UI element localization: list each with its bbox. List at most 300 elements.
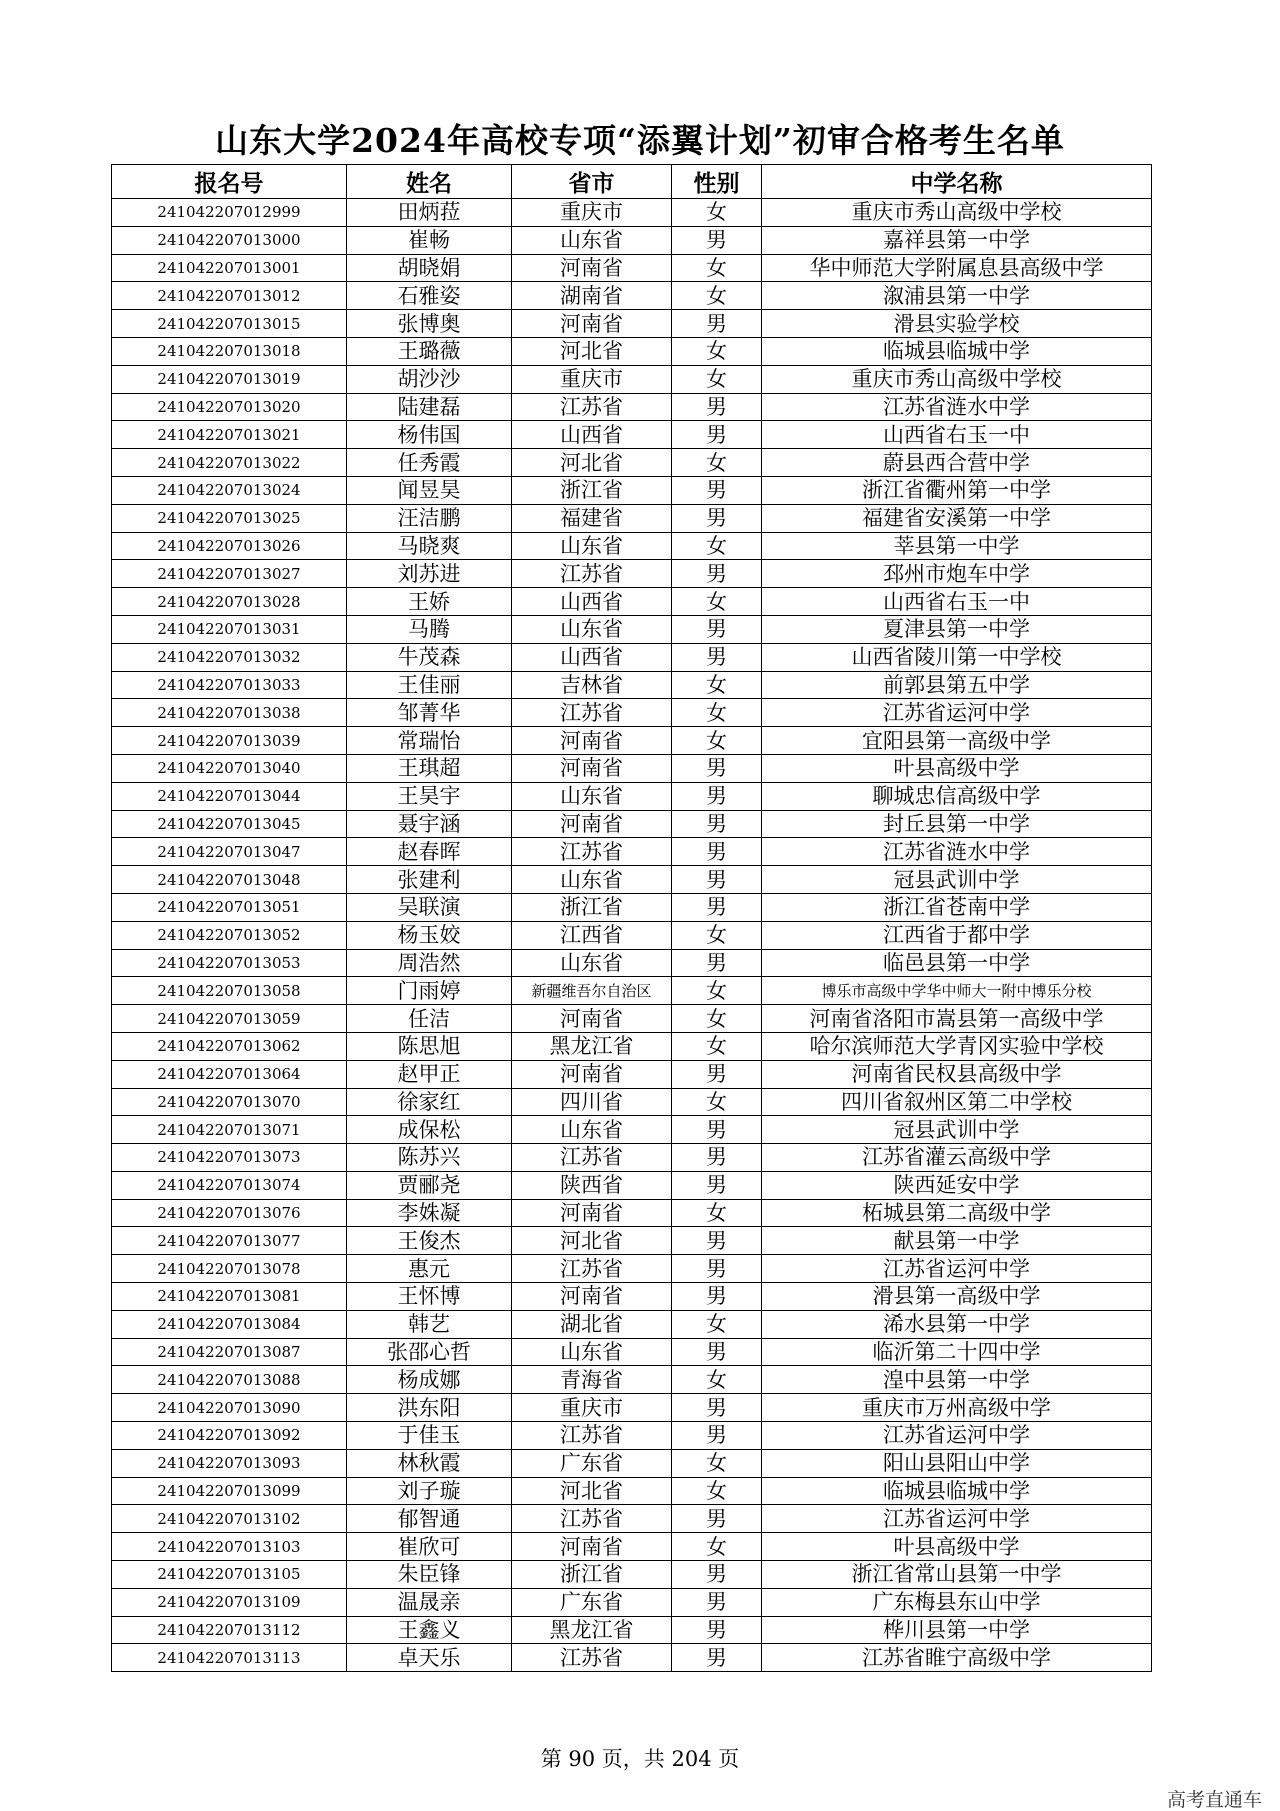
name-cell: 门雨婷 [347, 977, 512, 1005]
table-row [112, 727, 1152, 755]
table-row [112, 1227, 1152, 1255]
province-cell: 山西省 [512, 421, 672, 449]
table-row [112, 282, 1152, 310]
registration-no-cell: 241042207013087 [112, 1338, 347, 1366]
school-cell: 重庆市秀山高级中学校 [762, 365, 1152, 393]
school-cell: 重庆市秀山高级中学校 [762, 199, 1152, 227]
registration-no-cell: 241042207013045 [112, 810, 347, 838]
name-cell: 任洁 [347, 1005, 512, 1033]
province-cell: 山东省 [512, 615, 672, 643]
province-cell: 吉林省 [512, 671, 672, 699]
table-row [112, 1199, 1152, 1227]
province-cell: 山东省 [512, 949, 672, 977]
name-cell: 王怀博 [347, 1283, 512, 1311]
name-cell: 邹菁华 [347, 699, 512, 727]
school-cell: 莘县第一中学 [762, 532, 1152, 560]
school-cell: 聊城忠信高级中学 [762, 782, 1152, 810]
gender-cell: 女 [672, 1449, 762, 1477]
province-cell: 山东省 [512, 532, 672, 560]
table-row [112, 1422, 1152, 1450]
table-row [112, 1338, 1152, 1366]
gender-cell: 女 [672, 1032, 762, 1060]
table-row [112, 1032, 1152, 1060]
registration-no-cell: 241042207013077 [112, 1227, 347, 1255]
name-cell: 杨成娜 [347, 1366, 512, 1394]
col-header-province: 省市 [512, 165, 672, 199]
table-row [112, 588, 1152, 616]
province-cell: 江苏省 [512, 1422, 672, 1450]
province-cell: 湖北省 [512, 1310, 672, 1338]
school-cell: 江苏省运河中学 [762, 1505, 1152, 1533]
name-cell: 王娇 [347, 588, 512, 616]
table-row [112, 1588, 1152, 1616]
gender-cell: 男 [672, 1422, 762, 1450]
school-cell: 蔚县西合营中学 [762, 449, 1152, 477]
school-cell: 江苏省涟水中学 [762, 838, 1152, 866]
gender-cell: 男 [672, 643, 762, 671]
name-cell: 于佳玉 [347, 1422, 512, 1450]
gender-cell: 女 [672, 1366, 762, 1394]
registration-no-cell: 241042207013000 [112, 226, 347, 254]
registration-no-cell: 241042207013028 [112, 588, 347, 616]
table-row [112, 810, 1152, 838]
province-cell: 河南省 [512, 1533, 672, 1561]
name-cell: 李姝凝 [347, 1199, 512, 1227]
registration-no-cell: 241042207013047 [112, 838, 347, 866]
gender-cell: 女 [672, 977, 762, 1005]
table-row [112, 838, 1152, 866]
registration-no-cell: 241042207013062 [112, 1032, 347, 1060]
name-cell: 王璐薇 [347, 337, 512, 365]
table-row [112, 1060, 1152, 1088]
gender-cell: 男 [672, 1338, 762, 1366]
table-row [112, 310, 1152, 338]
name-cell: 郁智通 [347, 1505, 512, 1533]
registration-no-cell: 241042207013092 [112, 1422, 347, 1450]
name-cell: 徐家红 [347, 1088, 512, 1116]
school-cell: 封丘县第一中学 [762, 810, 1152, 838]
gender-cell: 女 [672, 671, 762, 699]
table-row [112, 1255, 1152, 1283]
name-cell: 成保松 [347, 1116, 512, 1144]
name-cell: 陈苏兴 [347, 1144, 512, 1172]
name-cell: 林秋霞 [347, 1449, 512, 1477]
registration-no-cell: 241042207013022 [112, 449, 347, 477]
name-cell: 崔欣可 [347, 1533, 512, 1561]
name-cell: 赵甲正 [347, 1060, 512, 1088]
province-cell: 山东省 [512, 782, 672, 810]
school-cell: 福建省安溪第一中学 [762, 504, 1152, 532]
table-row [112, 699, 1152, 727]
school-cell: 宜阳县第一高级中学 [762, 727, 1152, 755]
registration-no-cell: 241042207013074 [112, 1171, 347, 1199]
gender-cell: 男 [672, 1588, 762, 1616]
gender-cell: 女 [672, 1088, 762, 1116]
registration-no-cell: 241042207013048 [112, 866, 347, 894]
province-cell: 山西省 [512, 588, 672, 616]
registration-no-cell: 241042207013109 [112, 1588, 347, 1616]
registration-no-cell: 241042207013018 [112, 337, 347, 365]
page-number: 第 90 页，共 204 页 [540, 1747, 740, 1771]
table-row [112, 504, 1152, 532]
name-cell: 赵春晖 [347, 838, 512, 866]
gender-cell: 男 [672, 1060, 762, 1088]
registration-no-cell: 241042207013112 [112, 1616, 347, 1644]
school-cell: 溆浦县第一中学 [762, 282, 1152, 310]
registration-no-cell: 241042207013102 [112, 1505, 347, 1533]
registration-no-cell: 241042207013044 [112, 782, 347, 810]
school-cell: 献县第一中学 [762, 1227, 1152, 1255]
name-cell: 王昊宇 [347, 782, 512, 810]
province-cell: 山东省 [512, 866, 672, 894]
school-cell: 前郭县第五中学 [762, 671, 1152, 699]
province-cell: 江苏省 [512, 699, 672, 727]
province-cell: 山东省 [512, 1116, 672, 1144]
school-cell: 浙江省衢州第一中学 [762, 476, 1152, 504]
province-cell: 广东省 [512, 1449, 672, 1477]
table-row [112, 421, 1152, 449]
gender-cell: 男 [672, 1394, 762, 1422]
province-cell: 山东省 [512, 226, 672, 254]
gender-cell: 女 [672, 588, 762, 616]
school-cell: 嘉祥县第一中学 [762, 226, 1152, 254]
table-row [112, 921, 1152, 949]
table-row [112, 1449, 1152, 1477]
table-row [112, 1005, 1152, 1033]
school-cell: 临城县临城中学 [762, 1477, 1152, 1505]
table-row [112, 1505, 1152, 1533]
gender-cell: 女 [672, 1477, 762, 1505]
gender-cell: 女 [672, 727, 762, 755]
school-cell: 冠县武训中学 [762, 1116, 1152, 1144]
registration-no-cell: 241042207013027 [112, 560, 347, 588]
gender-cell: 男 [672, 1116, 762, 1144]
registration-no-cell: 241042207013064 [112, 1060, 347, 1088]
school-cell: 邳州市炮车中学 [762, 560, 1152, 588]
province-cell: 河南省 [512, 1199, 672, 1227]
gender-cell: 女 [672, 1310, 762, 1338]
province-cell: 浙江省 [512, 476, 672, 504]
province-cell: 江西省 [512, 921, 672, 949]
school-cell: 江西省于都中学 [762, 921, 1152, 949]
province-cell: 江苏省 [512, 838, 672, 866]
table-row [112, 893, 1152, 921]
gender-cell: 男 [672, 1171, 762, 1199]
table-row [112, 476, 1152, 504]
registration-no-cell: 241042207013071 [112, 1116, 347, 1144]
name-cell: 胡沙沙 [347, 365, 512, 393]
province-cell: 福建省 [512, 504, 672, 532]
school-cell: 哈尔滨师范大学青冈实验中学校 [762, 1032, 1152, 1060]
name-cell: 常瑞怡 [347, 727, 512, 755]
school-cell: 广东梅县东山中学 [762, 1588, 1152, 1616]
school-cell: 江苏省涟水中学 [762, 393, 1152, 421]
registration-no-cell: 241042207013052 [112, 921, 347, 949]
school-cell: 临沂第二十四中学 [762, 1338, 1152, 1366]
name-cell: 朱臣锋 [347, 1561, 512, 1589]
table-row [112, 199, 1152, 227]
name-cell: 刘苏进 [347, 560, 512, 588]
gender-cell: 男 [672, 560, 762, 588]
name-cell: 汪洁鹏 [347, 504, 512, 532]
school-cell: 四川省叙州区第二中学校 [762, 1088, 1152, 1116]
province-cell: 河南省 [512, 727, 672, 755]
table-row [112, 949, 1152, 977]
registration-no-cell: 241042207013015 [112, 310, 347, 338]
school-cell: 柘城县第二高级中学 [762, 1199, 1152, 1227]
registration-no-cell: 241042207012999 [112, 199, 347, 227]
school-cell: 冠县武训中学 [762, 866, 1152, 894]
name-cell: 王鑫义 [347, 1616, 512, 1644]
table-row [112, 1171, 1152, 1199]
table-row [112, 1088, 1152, 1116]
province-cell: 河南省 [512, 754, 672, 782]
province-cell: 河南省 [512, 254, 672, 282]
name-cell: 胡晓娟 [347, 254, 512, 282]
name-cell: 韩艺 [347, 1310, 512, 1338]
table-row [112, 1477, 1152, 1505]
registration-no-cell: 241042207013033 [112, 671, 347, 699]
table-row [112, 1616, 1152, 1644]
school-cell: 江苏省灌云高级中学 [762, 1144, 1152, 1172]
col-header-registration-no: 报名号 [112, 165, 347, 199]
registration-no-cell: 241042207013053 [112, 949, 347, 977]
school-cell: 滑县第一高级中学 [762, 1283, 1152, 1311]
col-header-name: 姓名 [347, 165, 512, 199]
gender-cell: 男 [672, 1144, 762, 1172]
gender-cell: 女 [672, 1199, 762, 1227]
table-row [112, 1310, 1152, 1338]
table-row [112, 1144, 1152, 1172]
gender-cell: 女 [672, 699, 762, 727]
province-cell: 江苏省 [512, 560, 672, 588]
name-cell: 王俊杰 [347, 1227, 512, 1255]
school-cell: 叶县高级中学 [762, 1533, 1152, 1561]
province-cell: 河南省 [512, 810, 672, 838]
table-row [112, 226, 1152, 254]
gender-cell: 女 [672, 254, 762, 282]
name-cell: 温晟亲 [347, 1588, 512, 1616]
name-cell: 马腾 [347, 615, 512, 643]
col-header-gender: 性别 [672, 165, 762, 199]
registration-no-cell: 241042207013078 [112, 1255, 347, 1283]
table-row [112, 1116, 1152, 1144]
province-cell: 四川省 [512, 1088, 672, 1116]
registration-no-cell: 241042207013032 [112, 643, 347, 671]
school-cell: 重庆市万州高级中学 [762, 1394, 1152, 1422]
school-cell: 浙江省苍南中学 [762, 893, 1152, 921]
registration-no-cell: 241042207013039 [112, 727, 347, 755]
province-cell: 广东省 [512, 1588, 672, 1616]
registration-no-cell: 241042207013021 [112, 421, 347, 449]
registration-no-cell: 241042207013038 [112, 699, 347, 727]
registration-no-cell: 241042207013076 [112, 1199, 347, 1227]
table-row [112, 337, 1152, 365]
province-cell: 江苏省 [512, 1255, 672, 1283]
table-row [112, 1533, 1152, 1561]
province-cell: 湖南省 [512, 282, 672, 310]
school-cell: 河南省民权县高级中学 [762, 1060, 1152, 1088]
province-cell: 河南省 [512, 1005, 672, 1033]
registration-no-cell: 241042207013025 [112, 504, 347, 532]
table-row [112, 615, 1152, 643]
province-cell: 重庆市 [512, 1394, 672, 1422]
gender-cell: 男 [672, 782, 762, 810]
province-cell: 重庆市 [512, 365, 672, 393]
gender-cell: 女 [672, 1533, 762, 1561]
gender-cell: 男 [672, 226, 762, 254]
school-cell: 湟中县第一中学 [762, 1366, 1152, 1394]
province-cell: 山西省 [512, 643, 672, 671]
name-cell: 王琪超 [347, 754, 512, 782]
gender-cell: 女 [672, 1005, 762, 1033]
name-cell: 洪东阳 [347, 1394, 512, 1422]
province-cell: 山东省 [512, 1338, 672, 1366]
province-cell: 浙江省 [512, 1561, 672, 1589]
name-cell: 闻昱昊 [347, 476, 512, 504]
table-row [112, 782, 1152, 810]
gender-cell: 男 [672, 1561, 762, 1589]
gender-cell: 男 [672, 949, 762, 977]
registration-no-cell: 241042207013099 [112, 1477, 347, 1505]
name-cell: 牛茂森 [347, 643, 512, 671]
registration-no-cell: 241042207013026 [112, 532, 347, 560]
name-cell: 田炳菈 [347, 199, 512, 227]
gender-cell: 女 [672, 365, 762, 393]
gender-cell: 女 [672, 199, 762, 227]
name-cell: 崔畅 [347, 226, 512, 254]
school-cell: 山西省右玉一中 [762, 588, 1152, 616]
table-row [112, 1644, 1152, 1672]
gender-cell: 女 [672, 921, 762, 949]
gender-cell: 男 [672, 615, 762, 643]
gender-cell: 男 [672, 754, 762, 782]
gender-cell: 男 [672, 476, 762, 504]
province-cell: 江苏省 [512, 1505, 672, 1533]
registration-no-cell: 241042207013081 [112, 1283, 347, 1311]
gender-cell: 男 [672, 893, 762, 921]
registration-no-cell: 241042207013105 [112, 1561, 347, 1589]
name-cell: 任秀霞 [347, 449, 512, 477]
school-cell: 河南省洛阳市嵩县第一高级中学 [762, 1005, 1152, 1033]
gender-cell: 男 [672, 1227, 762, 1255]
gender-cell: 男 [672, 1505, 762, 1533]
table-row [112, 449, 1152, 477]
province-cell: 河北省 [512, 1477, 672, 1505]
gender-cell: 男 [672, 421, 762, 449]
table-row [112, 560, 1152, 588]
name-cell: 张建利 [347, 866, 512, 894]
registration-no-cell: 241042207013090 [112, 1394, 347, 1422]
province-cell: 江苏省 [512, 1644, 672, 1672]
registration-no-cell: 241042207013073 [112, 1144, 347, 1172]
school-cell: 夏津县第一中学 [762, 615, 1152, 643]
col-header-school: 中学名称 [762, 165, 1152, 199]
registration-no-cell: 241042207013001 [112, 254, 347, 282]
province-cell: 黑龙江省 [512, 1032, 672, 1060]
name-cell: 陆建磊 [347, 393, 512, 421]
watermark: 高考直通车 [1166, 1789, 1262, 1811]
gender-cell: 男 [672, 1616, 762, 1644]
school-cell: 叶县高级中学 [762, 754, 1152, 782]
gender-cell: 男 [672, 1283, 762, 1311]
school-cell: 浙江省常山县第一中学 [762, 1561, 1152, 1589]
registration-no-cell: 241042207013088 [112, 1366, 347, 1394]
page-title: 山东大学2024年高校专项“添翼计划”初审合格考生名单 [215, 121, 1065, 160]
province-cell: 青海省 [512, 1366, 672, 1394]
name-cell: 卓天乐 [347, 1644, 512, 1672]
table-row [112, 866, 1152, 894]
name-cell: 惠元 [347, 1255, 512, 1283]
province-cell: 河北省 [512, 337, 672, 365]
registration-no-cell: 241042207013093 [112, 1449, 347, 1477]
gender-cell: 男 [672, 504, 762, 532]
school-cell: 滑县实验学校 [762, 310, 1152, 338]
name-cell: 吴联演 [347, 893, 512, 921]
school-cell: 江苏省运河中学 [762, 1255, 1152, 1283]
registration-no-cell: 241042207013070 [112, 1088, 347, 1116]
registration-no-cell: 241042207013113 [112, 1644, 347, 1672]
province-cell: 新疆维吾尔自治区 [512, 977, 672, 1005]
name-cell: 聂宇涵 [347, 810, 512, 838]
name-cell: 陈思旭 [347, 1032, 512, 1060]
name-cell: 张邵心哲 [347, 1338, 512, 1366]
school-cell: 江苏省运河中学 [762, 1422, 1152, 1450]
province-cell: 河南省 [512, 1060, 672, 1088]
registration-no-cell: 241042207013019 [112, 365, 347, 393]
table-row [112, 671, 1152, 699]
province-cell: 河北省 [512, 449, 672, 477]
name-cell: 张博奥 [347, 310, 512, 338]
gender-cell: 男 [672, 810, 762, 838]
province-cell: 浙江省 [512, 893, 672, 921]
table-row [112, 532, 1152, 560]
registration-no-cell: 241042207013084 [112, 1310, 347, 1338]
name-cell: 石雅姿 [347, 282, 512, 310]
province-cell: 江苏省 [512, 1144, 672, 1172]
gender-cell: 女 [672, 282, 762, 310]
name-cell: 马晓爽 [347, 532, 512, 560]
school-cell: 江苏省睢宁高级中学 [762, 1644, 1152, 1672]
registration-no-cell: 241042207013058 [112, 977, 347, 1005]
registration-no-cell: 241042207013059 [112, 1005, 347, 1033]
gender-cell: 男 [672, 310, 762, 338]
province-cell: 陕西省 [512, 1171, 672, 1199]
table-row [112, 1366, 1152, 1394]
school-cell: 临邑县第一中学 [762, 949, 1152, 977]
school-cell: 山西省右玉一中 [762, 421, 1152, 449]
table-row [112, 254, 1152, 282]
candidate-table [111, 164, 1152, 1672]
province-cell: 黑龙江省 [512, 1616, 672, 1644]
gender-cell: 男 [672, 393, 762, 421]
gender-cell: 男 [672, 1644, 762, 1672]
table-row [112, 393, 1152, 421]
province-cell: 河南省 [512, 1283, 672, 1311]
name-cell: 杨玉姣 [347, 921, 512, 949]
name-cell: 贾郦尧 [347, 1171, 512, 1199]
registration-no-cell: 241042207013020 [112, 393, 347, 421]
table-row [112, 1394, 1152, 1422]
school-cell: 阳山县阳山中学 [762, 1449, 1152, 1477]
gender-cell: 男 [672, 866, 762, 894]
table-row [112, 365, 1152, 393]
name-cell: 杨伟国 [347, 421, 512, 449]
table-row [112, 643, 1152, 671]
name-cell: 王佳丽 [347, 671, 512, 699]
gender-cell: 女 [672, 337, 762, 365]
registration-no-cell: 241042207013103 [112, 1533, 347, 1561]
